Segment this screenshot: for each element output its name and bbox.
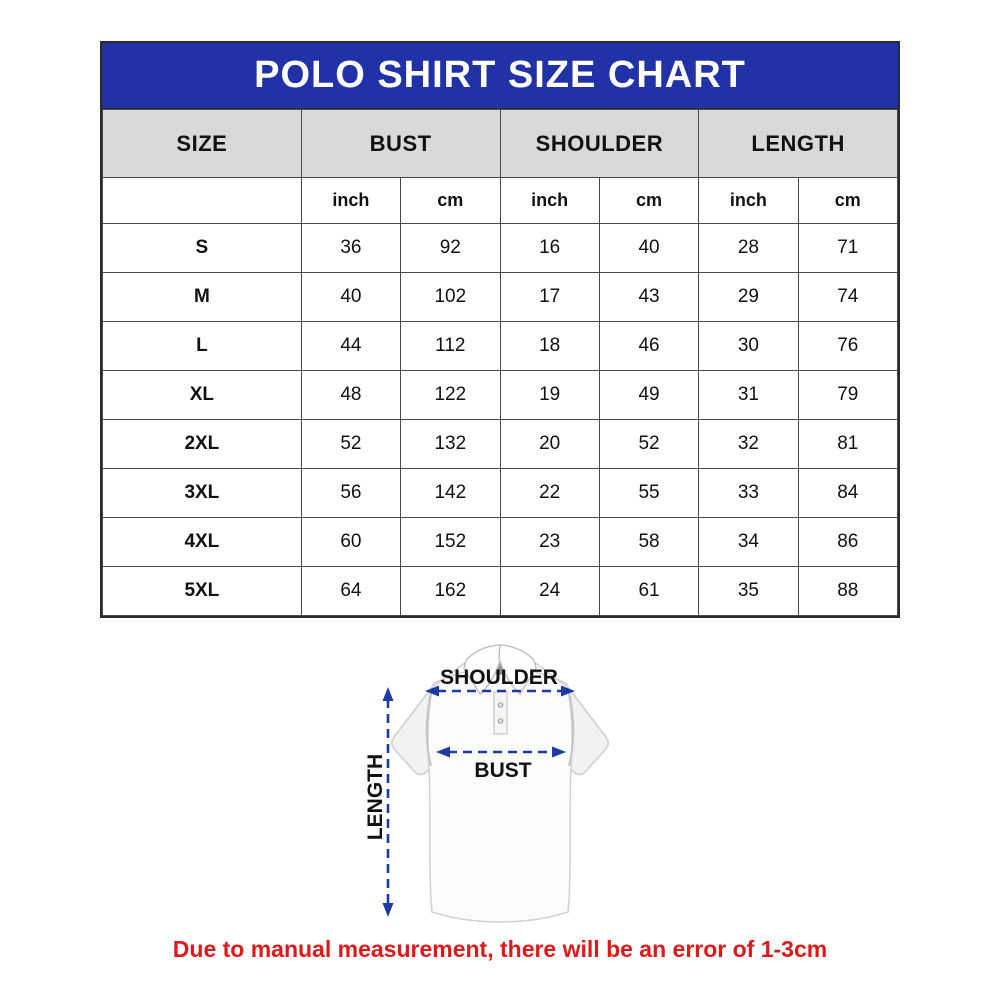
value-cell: 40 [599, 224, 698, 273]
size-cell: XL [103, 371, 302, 420]
value-cell: 81 [798, 420, 897, 469]
value-cell: 40 [301, 273, 400, 322]
value-cell: 29 [699, 273, 798, 322]
value-cell: 31 [699, 371, 798, 420]
value-cell: 76 [798, 322, 897, 371]
table-row [103, 518, 898, 567]
size-cell: S [103, 224, 302, 273]
value-cell: 36 [301, 224, 400, 273]
table-row [103, 567, 898, 616]
value-cell: 16 [500, 224, 599, 273]
unit-cell-shoulder-cm: cm [599, 178, 698, 224]
value-cell: 61 [599, 567, 698, 616]
size-cell: 3XL [103, 469, 302, 518]
unit-cell-length-inch: inch [699, 178, 798, 224]
unit-cell-length-cm: cm [798, 178, 897, 224]
value-cell: 71 [798, 224, 897, 273]
value-cell: 23 [500, 518, 599, 567]
units-header-row [103, 178, 898, 224]
table-row [103, 371, 898, 420]
value-cell: 58 [599, 518, 698, 567]
table-row [103, 273, 898, 322]
value-cell: 28 [699, 224, 798, 273]
value-cell: 132 [401, 420, 500, 469]
value-cell: 33 [699, 469, 798, 518]
table-row [103, 469, 898, 518]
size-cell: L [103, 322, 302, 371]
value-cell: 60 [301, 518, 400, 567]
value-cell: 30 [699, 322, 798, 371]
value-cell: 162 [401, 567, 500, 616]
measurement-note: Due to manual measurement, there will be an error of 1-3cm [172, 936, 828, 962]
value-cell: 43 [599, 273, 698, 322]
value-cell: 46 [599, 322, 698, 371]
value-cell: 18 [500, 322, 599, 371]
unit-cell-bust-cm: cm [401, 178, 500, 224]
size-cell: M [103, 273, 302, 322]
value-cell: 56 [301, 469, 400, 518]
value-cell: 79 [798, 371, 897, 420]
value-cell: 122 [401, 371, 500, 420]
value-cell: 64 [301, 567, 400, 616]
shirt-button-top [498, 703, 503, 708]
value-cell: 20 [500, 420, 599, 469]
value-cell: 19 [500, 371, 599, 420]
size-cell: 4XL [103, 518, 302, 567]
category-header-row [103, 110, 898, 178]
value-cell: 152 [401, 518, 500, 567]
value-cell: 48 [301, 371, 400, 420]
value-cell: 24 [500, 567, 599, 616]
value-cell: 32 [699, 420, 798, 469]
value-cell: 84 [798, 469, 897, 518]
shirt-placket [494, 692, 507, 734]
chart-title-banner: POLO SHIRT SIZE CHART [102, 43, 898, 109]
size-chart [100, 41, 900, 618]
polo-shirt-diagram [330, 638, 680, 938]
bust-label: BUST [474, 759, 532, 782]
value-cell: 34 [699, 518, 798, 567]
value-cell: 22 [500, 469, 599, 518]
value-cell: 52 [599, 420, 698, 469]
header-bust: BUST [301, 110, 500, 178]
table-row [103, 224, 898, 273]
value-cell: 112 [401, 322, 500, 371]
value-cell: 88 [798, 567, 897, 616]
header-shoulder: SHOULDER [500, 110, 699, 178]
header-length: LENGTH [699, 110, 898, 178]
value-cell: 74 [798, 273, 897, 322]
value-cell: 35 [699, 567, 798, 616]
shirt-button-bottom [498, 719, 503, 724]
value-cell: 49 [599, 371, 698, 420]
unit-cell-bust-inch: inch [301, 178, 400, 224]
value-cell: 52 [301, 420, 400, 469]
value-cell: 142 [401, 469, 500, 518]
table-row [103, 322, 898, 371]
size-cell: 2XL [103, 420, 302, 469]
size-table [102, 109, 898, 616]
length-label: LENGTH [364, 753, 387, 841]
value-cell: 86 [798, 518, 897, 567]
table-row [103, 420, 898, 469]
value-cell: 17 [500, 273, 599, 322]
value-cell: 92 [401, 224, 500, 273]
value-cell: 44 [301, 322, 400, 371]
shoulder-label: SHOULDER [440, 666, 558, 689]
unit-cell-shoulder-inch: inch [500, 178, 599, 224]
unit-cell-blank [103, 178, 302, 224]
value-cell: 55 [599, 469, 698, 518]
size-cell: 5XL [103, 567, 302, 616]
value-cell: 102 [401, 273, 500, 322]
header-size: SIZE [103, 110, 302, 178]
